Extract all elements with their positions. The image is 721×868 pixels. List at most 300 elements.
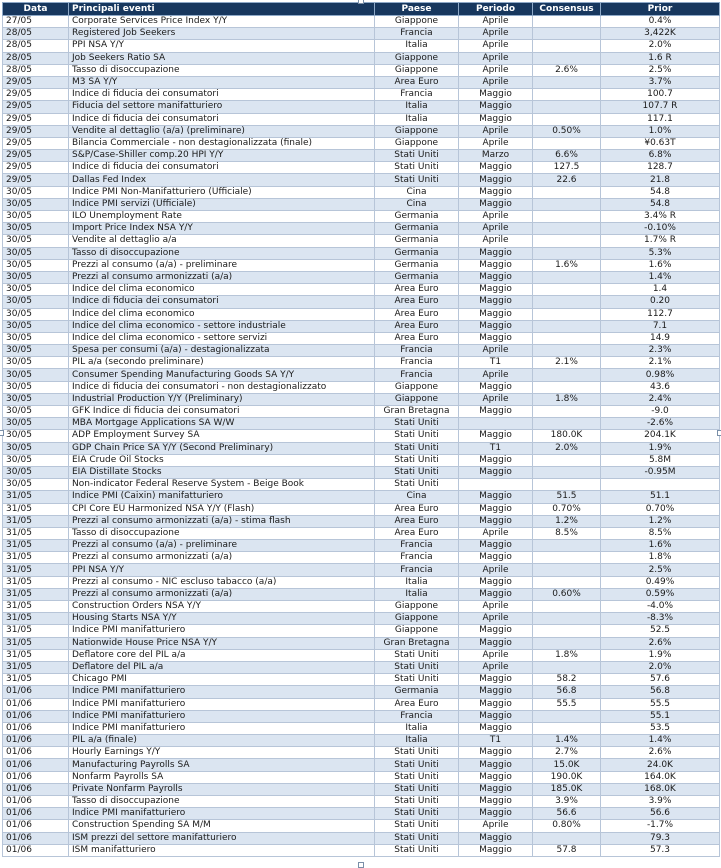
prior-cell[interactable]: 5.8M <box>601 454 720 466</box>
consensus-cell[interactable]: 190.0K <box>533 771 601 783</box>
period-cell[interactable]: Maggio <box>459 759 533 771</box>
country-cell[interactable]: Francia <box>375 369 459 381</box>
prior-cell[interactable]: -0.10% <box>601 223 720 235</box>
event-cell[interactable]: MBA Mortgage Applications SA W/W <box>69 418 375 430</box>
country-cell[interactable]: Giappone <box>375 64 459 76</box>
date-cell[interactable]: 01/06 <box>3 832 69 844</box>
consensus-cell[interactable] <box>533 198 601 210</box>
consensus-cell[interactable]: 1.8% <box>533 649 601 661</box>
prior-cell[interactable]: 0.20 <box>601 296 720 308</box>
prior-cell[interactable]: 21.8 <box>601 174 720 186</box>
consensus-cell[interactable] <box>533 235 601 247</box>
prior-cell[interactable]: 0.98% <box>601 369 720 381</box>
country-cell[interactable]: Germania <box>375 271 459 283</box>
period-cell[interactable]: Maggio <box>459 783 533 795</box>
event-cell[interactable]: PIL a/a (finale) <box>69 735 375 747</box>
country-cell[interactable]: Area Euro <box>375 296 459 308</box>
prior-cell[interactable]: 1.9% <box>601 649 720 661</box>
country-cell[interactable]: Cina <box>375 198 459 210</box>
period-cell[interactable]: Maggio <box>459 552 533 564</box>
event-cell[interactable]: ISM prezzi del settore manifatturiero <box>69 832 375 844</box>
date-cell[interactable]: 30/05 <box>3 320 69 332</box>
consensus-cell[interactable] <box>533 637 601 649</box>
period-cell[interactable]: Maggio <box>459 162 533 174</box>
country-cell[interactable]: Gran Bretagna <box>375 406 459 418</box>
date-cell[interactable]: 29/05 <box>3 174 69 186</box>
event-cell[interactable]: CPI Core EU Harmonized NSA Y/Y (Flash) <box>69 503 375 515</box>
country-cell[interactable]: Giappone <box>375 613 459 625</box>
event-cell[interactable]: Deflatore del PIL a/a <box>69 661 375 673</box>
prior-cell[interactable]: 0.49% <box>601 576 720 588</box>
event-cell[interactable]: Dallas Fed Index <box>69 174 375 186</box>
period-cell[interactable]: Maggio <box>459 674 533 686</box>
prior-cell[interactable]: 5.3% <box>601 247 720 259</box>
event-cell[interactable]: S&P/Case-Shiller comp.20 HPI Y/Y <box>69 150 375 162</box>
date-cell[interactable]: 31/05 <box>3 625 69 637</box>
prior-cell[interactable]: 2.5% <box>601 64 720 76</box>
prior-cell[interactable]: 24.0K <box>601 759 720 771</box>
consensus-cell[interactable] <box>533 625 601 637</box>
prior-cell[interactable]: 1.0% <box>601 125 720 137</box>
prior-cell[interactable]: 204.1K <box>601 430 720 442</box>
consensus-cell[interactable] <box>533 466 601 478</box>
prior-cell[interactable]: 55.1 <box>601 710 720 722</box>
period-cell[interactable]: Aprile <box>459 64 533 76</box>
period-cell[interactable]: Maggio <box>459 89 533 101</box>
country-cell[interactable]: Stati Uniti <box>375 759 459 771</box>
event-cell[interactable]: Indice del clima economico <box>69 308 375 320</box>
consensus-cell[interactable] <box>533 552 601 564</box>
date-cell[interactable]: 28/05 <box>3 40 69 52</box>
period-cell[interactable]: Aprile <box>459 369 533 381</box>
country-cell[interactable]: Area Euro <box>375 308 459 320</box>
event-cell[interactable]: EIA Distillate Stocks <box>69 466 375 478</box>
country-cell[interactable]: Stati Uniti <box>375 747 459 759</box>
date-cell[interactable]: 31/05 <box>3 576 69 588</box>
event-cell[interactable]: Prezzi al consumo (a/a) - preliminare <box>69 259 375 271</box>
prior-cell[interactable]: 2.4% <box>601 393 720 405</box>
date-cell[interactable]: 30/05 <box>3 430 69 442</box>
prior-cell[interactable]: 79.3 <box>601 832 720 844</box>
country-cell[interactable]: Germania <box>375 686 459 698</box>
event-cell[interactable]: Tasso di disoccupazione <box>69 796 375 808</box>
prior-cell[interactable]: -0.95M <box>601 466 720 478</box>
period-cell[interactable]: Maggio <box>459 174 533 186</box>
event-cell[interactable]: Spesa per consumi (a/a) - destagionalizzata <box>69 345 375 357</box>
period-cell[interactable]: Maggio <box>459 832 533 844</box>
header-consensus[interactable]: Consensus <box>533 3 601 16</box>
header-events[interactable]: Principali eventi <box>69 3 375 16</box>
consensus-cell[interactable]: 0.70% <box>533 503 601 515</box>
consensus-cell[interactable] <box>533 454 601 466</box>
consensus-cell[interactable]: 1.8% <box>533 393 601 405</box>
date-cell[interactable]: 29/05 <box>3 137 69 149</box>
event-cell[interactable]: Indice PMI manifatturiero <box>69 686 375 698</box>
country-cell[interactable]: Germania <box>375 211 459 223</box>
event-cell[interactable]: Vendite al dettaglio a/a <box>69 235 375 247</box>
consensus-cell[interactable] <box>533 308 601 320</box>
consensus-cell[interactable] <box>533 296 601 308</box>
prior-cell[interactable]: -2.6% <box>601 418 720 430</box>
prior-cell[interactable]: 164.0K <box>601 771 720 783</box>
event-cell[interactable]: Indice PMI (Caixin) manifatturiero <box>69 491 375 503</box>
prior-cell[interactable]: -8.3% <box>601 613 720 625</box>
country-cell[interactable]: Area Euro <box>375 503 459 515</box>
consensus-cell[interactable] <box>533 418 601 430</box>
event-cell[interactable]: Indice PMI manifatturiero <box>69 722 375 734</box>
prior-cell[interactable]: 3,422K <box>601 28 720 40</box>
event-cell[interactable]: Construction Orders NSA Y/Y <box>69 601 375 613</box>
period-cell[interactable]: Maggio <box>459 308 533 320</box>
resize-handle-right[interactable] <box>717 430 721 436</box>
consensus-cell[interactable]: 57.8 <box>533 844 601 856</box>
consensus-cell[interactable] <box>533 369 601 381</box>
period-cell[interactable]: Aprile <box>459 223 533 235</box>
country-cell[interactable]: Italia <box>375 101 459 113</box>
date-cell[interactable]: 30/05 <box>3 259 69 271</box>
country-cell[interactable]: Italia <box>375 588 459 600</box>
country-cell[interactable]: Cina <box>375 491 459 503</box>
consensus-cell[interactable]: 3.9% <box>533 796 601 808</box>
country-cell[interactable]: Italia <box>375 113 459 125</box>
period-cell[interactable]: Maggio <box>459 247 533 259</box>
country-cell[interactable]: Giappone <box>375 625 459 637</box>
country-cell[interactable]: Francia <box>375 28 459 40</box>
period-cell[interactable]: Maggio <box>459 296 533 308</box>
period-cell[interactable]: Maggio <box>459 844 533 856</box>
prior-cell[interactable]: 1.6 R <box>601 52 720 64</box>
consensus-cell[interactable]: 2.7% <box>533 747 601 759</box>
prior-cell[interactable]: 57.6 <box>601 674 720 686</box>
date-cell[interactable]: 30/05 <box>3 235 69 247</box>
consensus-cell[interactable] <box>533 223 601 235</box>
date-cell[interactable]: 01/06 <box>3 783 69 795</box>
event-cell[interactable]: Indice PMI servizi (Ufficiale) <box>69 198 375 210</box>
event-cell[interactable]: Indice di fiducia dei consumatori <box>69 89 375 101</box>
country-cell[interactable]: Germania <box>375 223 459 235</box>
country-cell[interactable]: Stati Uniti <box>375 150 459 162</box>
period-cell[interactable]: Maggio <box>459 430 533 442</box>
period-cell[interactable]: Aprile <box>459 52 533 64</box>
country-cell[interactable]: Area Euro <box>375 527 459 539</box>
period-cell[interactable]: T1 <box>459 357 533 369</box>
event-cell[interactable]: PPI NSA Y/Y <box>69 564 375 576</box>
prior-cell[interactable]: 55.5 <box>601 698 720 710</box>
period-cell[interactable]: Aprile <box>459 564 533 576</box>
consensus-cell[interactable] <box>533 540 601 552</box>
prior-cell[interactable]: 1.9% <box>601 442 720 454</box>
date-cell[interactable]: 30/05 <box>3 247 69 259</box>
consensus-cell[interactable]: 8.5% <box>533 527 601 539</box>
period-cell[interactable]: Maggio <box>459 259 533 271</box>
event-cell[interactable]: Chicago PMI <box>69 674 375 686</box>
date-cell[interactable]: 29/05 <box>3 89 69 101</box>
consensus-cell[interactable]: 51.5 <box>533 491 601 503</box>
date-cell[interactable]: 31/05 <box>3 491 69 503</box>
consensus-cell[interactable] <box>533 661 601 673</box>
prior-cell[interactable]: 3.7% <box>601 76 720 88</box>
consensus-cell[interactable] <box>533 16 601 28</box>
date-cell[interactable]: 30/05 <box>3 345 69 357</box>
consensus-cell[interactable] <box>533 211 601 223</box>
period-cell[interactable]: Maggio <box>459 637 533 649</box>
prior-cell[interactable]: 112.7 <box>601 308 720 320</box>
period-cell[interactable]: Aprile <box>459 76 533 88</box>
period-cell[interactable]: Aprile <box>459 661 533 673</box>
prior-cell[interactable]: 168.0K <box>601 783 720 795</box>
prior-cell[interactable]: 117.1 <box>601 113 720 125</box>
period-cell[interactable]: Maggio <box>459 320 533 332</box>
prior-cell[interactable]: 54.8 <box>601 186 720 198</box>
period-cell[interactable]: Aprile <box>459 601 533 613</box>
prior-cell[interactable]: 2.6% <box>601 637 720 649</box>
period-cell[interactable]: T1 <box>459 442 533 454</box>
event-cell[interactable]: Fiducia del settore manifatturiero <box>69 101 375 113</box>
country-cell[interactable]: Francia <box>375 552 459 564</box>
period-cell[interactable]: Aprile <box>459 125 533 137</box>
country-cell[interactable]: Stati Uniti <box>375 442 459 454</box>
country-cell[interactable]: Italia <box>375 40 459 52</box>
event-cell[interactable]: Private Nonfarm Payrolls <box>69 783 375 795</box>
period-cell[interactable]: Maggio <box>459 284 533 296</box>
date-cell[interactable]: 30/05 <box>3 223 69 235</box>
date-cell[interactable]: 30/05 <box>3 418 69 430</box>
event-cell[interactable]: EIA Crude Oil Stocks <box>69 454 375 466</box>
event-cell[interactable]: Nonfarm Payrolls SA <box>69 771 375 783</box>
country-cell[interactable]: Francia <box>375 89 459 101</box>
country-cell[interactable]: Area Euro <box>375 76 459 88</box>
header-country[interactable]: Paese <box>375 3 459 16</box>
period-cell[interactable]: Maggio <box>459 198 533 210</box>
prior-cell[interactable]: 3.4% R <box>601 211 720 223</box>
country-cell[interactable]: Francia <box>375 710 459 722</box>
date-cell[interactable]: 31/05 <box>3 552 69 564</box>
country-cell[interactable]: Stati Uniti <box>375 479 459 491</box>
prior-cell[interactable]: 128.7 <box>601 162 720 174</box>
event-cell[interactable]: Tasso di disoccupazione <box>69 64 375 76</box>
date-cell[interactable]: 30/05 <box>3 442 69 454</box>
country-cell[interactable]: Stati Uniti <box>375 418 459 430</box>
date-cell[interactable]: 30/05 <box>3 381 69 393</box>
date-cell[interactable]: 01/06 <box>3 710 69 722</box>
event-cell[interactable]: Job Seekers Ratio SA <box>69 52 375 64</box>
event-cell[interactable]: Consumer Spending Manufacturing Goods SA Y/Y <box>69 369 375 381</box>
event-cell[interactable]: PPI NSA Y/Y <box>69 40 375 52</box>
date-cell[interactable]: 31/05 <box>3 515 69 527</box>
consensus-cell[interactable]: 58.2 <box>533 674 601 686</box>
country-cell[interactable]: Giappone <box>375 137 459 149</box>
date-cell[interactable]: 01/06 <box>3 759 69 771</box>
consensus-cell[interactable]: 0.60% <box>533 588 601 600</box>
date-cell[interactable]: 30/05 <box>3 369 69 381</box>
consensus-cell[interactable]: 180.0K <box>533 430 601 442</box>
consensus-cell[interactable] <box>533 137 601 149</box>
period-cell[interactable]: Aprile <box>459 527 533 539</box>
consensus-cell[interactable]: 6.6% <box>533 150 601 162</box>
event-cell[interactable]: Nationwide House Price NSA Y/Y <box>69 637 375 649</box>
country-cell[interactable]: Giappone <box>375 381 459 393</box>
period-cell[interactable]: Maggio <box>459 747 533 759</box>
consensus-cell[interactable] <box>533 113 601 125</box>
date-cell[interactable]: 31/05 <box>3 613 69 625</box>
date-cell[interactable]: 30/05 <box>3 454 69 466</box>
prior-cell[interactable]: 8.5% <box>601 527 720 539</box>
event-cell[interactable]: GFK Indice di fiducia dei consumatori <box>69 406 375 418</box>
country-cell[interactable]: Giappone <box>375 601 459 613</box>
consensus-cell[interactable]: 185.0K <box>533 783 601 795</box>
date-cell[interactable]: 27/05 <box>3 16 69 28</box>
country-cell[interactable]: Stati Uniti <box>375 796 459 808</box>
country-cell[interactable]: Stati Uniti <box>375 771 459 783</box>
country-cell[interactable]: Stati Uniti <box>375 832 459 844</box>
prior-cell[interactable]: 107.7 R <box>601 101 720 113</box>
period-cell[interactable]: Aprile <box>459 820 533 832</box>
consensus-cell[interactable] <box>533 28 601 40</box>
consensus-cell[interactable] <box>533 710 601 722</box>
period-cell[interactable]: Maggio <box>459 101 533 113</box>
prior-cell[interactable]: ¥0.63T <box>601 137 720 149</box>
country-cell[interactable]: Stati Uniti <box>375 844 459 856</box>
date-cell[interactable]: 30/05 <box>3 211 69 223</box>
event-cell[interactable]: Prezzi al consumo armonizzati (a/a) - stima flash <box>69 515 375 527</box>
country-cell[interactable]: Gran Bretagna <box>375 637 459 649</box>
event-cell[interactable]: Corporate Services Price Index Y/Y <box>69 16 375 28</box>
event-cell[interactable]: Bilancia Commerciale - non destagionalizzata (finale) <box>69 137 375 149</box>
period-cell[interactable]: Maggio <box>459 515 533 527</box>
event-cell[interactable]: Indice di fiducia dei consumatori <box>69 296 375 308</box>
resize-handle-bottom[interactable] <box>358 862 364 868</box>
country-cell[interactable]: Stati Uniti <box>375 661 459 673</box>
country-cell[interactable]: Stati Uniti <box>375 649 459 661</box>
event-cell[interactable]: PIL a/a (secondo preliminare) <box>69 357 375 369</box>
consensus-cell[interactable] <box>533 40 601 52</box>
header-prior[interactable]: Prior <box>601 3 720 16</box>
event-cell[interactable]: Deflatore core del PIL a/a <box>69 649 375 661</box>
prior-cell[interactable]: 2.1% <box>601 357 720 369</box>
date-cell[interactable]: 29/05 <box>3 101 69 113</box>
prior-cell[interactable]: 14.9 <box>601 332 720 344</box>
date-cell[interactable]: 01/06 <box>3 698 69 710</box>
event-cell[interactable]: Registered Job Seekers <box>69 28 375 40</box>
event-cell[interactable]: Indice PMI manifatturiero <box>69 710 375 722</box>
prior-cell[interactable]: 0.4% <box>601 16 720 28</box>
prior-cell[interactable]: 1.6% <box>601 540 720 552</box>
prior-cell[interactable]: 2.0% <box>601 40 720 52</box>
date-cell[interactable]: 29/05 <box>3 150 69 162</box>
consensus-cell[interactable]: 55.5 <box>533 698 601 710</box>
date-cell[interactable]: 30/05 <box>3 466 69 478</box>
prior-cell[interactable]: 6.8% <box>601 150 720 162</box>
country-cell[interactable]: Stati Uniti <box>375 430 459 442</box>
consensus-cell[interactable]: 0.80% <box>533 820 601 832</box>
date-cell[interactable]: 31/05 <box>3 661 69 673</box>
date-cell[interactable]: 31/05 <box>3 649 69 661</box>
period-cell[interactable]: Maggio <box>459 381 533 393</box>
period-cell[interactable]: Maggio <box>459 503 533 515</box>
consensus-cell[interactable] <box>533 320 601 332</box>
event-cell[interactable]: ISM manifatturiero <box>69 844 375 856</box>
country-cell[interactable]: Area Euro <box>375 320 459 332</box>
event-cell[interactable]: Indice PMI manifatturiero <box>69 698 375 710</box>
date-cell[interactable]: 28/05 <box>3 28 69 40</box>
date-cell[interactable]: 29/05 <box>3 113 69 125</box>
country-cell[interactable]: Stati Uniti <box>375 783 459 795</box>
date-cell[interactable]: 01/06 <box>3 771 69 783</box>
date-cell[interactable]: 01/06 <box>3 808 69 820</box>
date-cell[interactable]: 01/06 <box>3 820 69 832</box>
country-cell[interactable]: Germania <box>375 235 459 247</box>
country-cell[interactable]: Stati Uniti <box>375 174 459 186</box>
country-cell[interactable]: Cina <box>375 186 459 198</box>
period-cell[interactable]: Aprile <box>459 649 533 661</box>
consensus-cell[interactable] <box>533 52 601 64</box>
prior-cell[interactable]: 1.4 <box>601 284 720 296</box>
country-cell[interactable]: Stati Uniti <box>375 162 459 174</box>
prior-cell[interactable]: 54.8 <box>601 198 720 210</box>
period-cell[interactable]: T1 <box>459 735 533 747</box>
country-cell[interactable]: Francia <box>375 540 459 552</box>
date-cell[interactable]: 31/05 <box>3 588 69 600</box>
consensus-cell[interactable] <box>533 345 601 357</box>
period-cell[interactable]: Aprile <box>459 613 533 625</box>
prior-cell[interactable]: 100.7 <box>601 89 720 101</box>
date-cell[interactable]: 30/05 <box>3 479 69 491</box>
date-cell[interactable]: 30/05 <box>3 186 69 198</box>
consensus-cell[interactable]: 0.50% <box>533 125 601 137</box>
date-cell[interactable]: 28/05 <box>3 64 69 76</box>
prior-cell[interactable]: 57.3 <box>601 844 720 856</box>
event-cell[interactable]: Indice PMI manifatturiero <box>69 625 375 637</box>
consensus-cell[interactable]: 56.8 <box>533 686 601 698</box>
prior-cell[interactable]: 2.6% <box>601 747 720 759</box>
prior-cell[interactable]: 2.5% <box>601 564 720 576</box>
event-cell[interactable]: Indice del clima economico - settore servizi <box>69 332 375 344</box>
prior-cell[interactable]: 56.8 <box>601 686 720 698</box>
country-cell[interactable]: Germania <box>375 259 459 271</box>
country-cell[interactable]: Giappone <box>375 16 459 28</box>
consensus-cell[interactable]: 2.1% <box>533 357 601 369</box>
period-cell[interactable]: Maggio <box>459 406 533 418</box>
country-cell[interactable]: Stati Uniti <box>375 454 459 466</box>
consensus-cell[interactable] <box>533 89 601 101</box>
prior-cell[interactable]: 2.3% <box>601 345 720 357</box>
event-cell[interactable]: Prezzi al consumo armonizzati (a/a) <box>69 552 375 564</box>
country-cell[interactable]: Francia <box>375 345 459 357</box>
country-cell[interactable]: Italia <box>375 722 459 734</box>
consensus-cell[interactable] <box>533 332 601 344</box>
event-cell[interactable]: Indice PMI Non-Manifatturiero (Ufficiale) <box>69 186 375 198</box>
date-cell[interactable]: 29/05 <box>3 76 69 88</box>
period-cell[interactable]: Maggio <box>459 186 533 198</box>
date-cell[interactable]: 01/06 <box>3 686 69 698</box>
date-cell[interactable]: 30/05 <box>3 308 69 320</box>
event-cell[interactable]: Vendite al dettaglio (a/a) (preliminare) <box>69 125 375 137</box>
prior-cell[interactable]: 1.4% <box>601 735 720 747</box>
date-cell[interactable]: 30/05 <box>3 332 69 344</box>
header-date[interactable]: Data <box>3 3 69 16</box>
consensus-cell[interactable]: 2.0% <box>533 442 601 454</box>
date-cell[interactable]: 30/05 <box>3 198 69 210</box>
date-cell[interactable]: 31/05 <box>3 637 69 649</box>
prior-cell[interactable]: 51.1 <box>601 491 720 503</box>
prior-cell[interactable]: 1.4% <box>601 271 720 283</box>
prior-cell[interactable]: 52.5 <box>601 625 720 637</box>
event-cell[interactable]: Prezzi al consumo armonizzati (a/a) <box>69 588 375 600</box>
consensus-cell[interactable] <box>533 722 601 734</box>
consensus-cell[interactable] <box>533 381 601 393</box>
date-cell[interactable]: 29/05 <box>3 162 69 174</box>
consensus-cell[interactable] <box>533 564 601 576</box>
